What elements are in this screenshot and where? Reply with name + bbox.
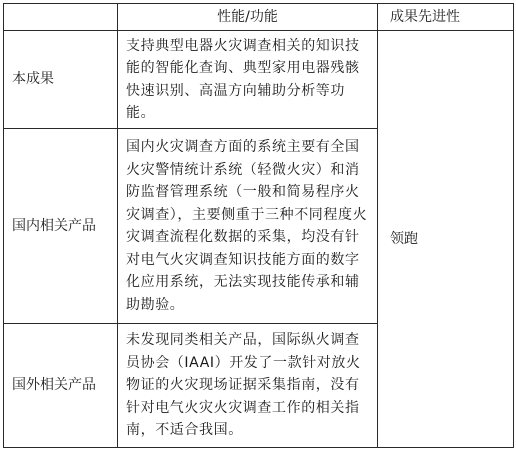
header-blank-cell — [4, 4, 118, 31]
row-desc-this-result: 支持典型电器火灾调查相关的知识技能的智能化查询、典型家用电器残骸快速识别、高温方向辅助分析等功能。 — [118, 31, 378, 129]
table-row — [4, 31, 514, 129]
comparison-table — [3, 3, 514, 448]
row-label-foreign: 国外相关产品 — [4, 324, 118, 448]
row-label-this-result: 本成果 — [4, 31, 118, 129]
row-label-domestic: 国内相关产品 — [4, 129, 118, 324]
row-desc-domestic: 国内火灾调查方面的系统主要有全国火灾警情统计系统（轻微火灾）和消防监督管理系统（一般和简易程序火灾调查），主要侧重于三种不同程度火灾调查流程化数据的采集，均没有针对电气火灾调查知识技能方面的数字化应用系统，无法实现技能传承和辅助勘验。 — [118, 129, 378, 324]
header-advancement: 成果先进性 — [378, 4, 514, 31]
table-header-row — [4, 4, 514, 31]
advancement-value: 领跑 — [378, 31, 514, 448]
row-desc-foreign: 未发现同类相关产品，国际纵火调查员协会（IAAI）开发了一款针对放火物证的火灾现场证据采集指南，没有针对电气火灾火灾调查工作的相关指南，不适合我国。 — [118, 324, 378, 448]
header-function: 性能/功能 — [118, 4, 378, 31]
